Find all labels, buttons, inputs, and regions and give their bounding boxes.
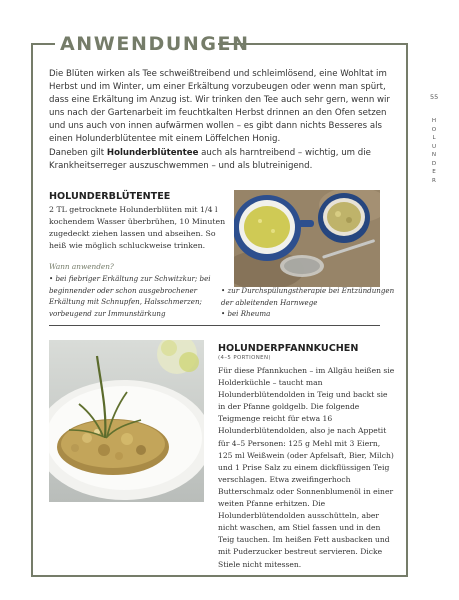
intro-text: Die Blüten wirken als Tee schweißtreibend und schleimlösend, eine Wohltat im Herbst und im Winter, um einer Erkältung vorzubeugen oder wenn man spürt, dass eine Erkältung im Anzug ist. Wir trinken den Tee auch sehr gern, wenn wir uns nach der Gartenarbeit im feuchtkalten Herbst drinnen an den Ofen setzen und uns auch von innen aufwärmen wollen – es gibt dann nichts Besseres als einen Holunderblütentee mit einem Löffelchen Honig. (49, 69, 390, 145)
pancake-photo-image (49, 340, 204, 502)
section-heading: ANWENDUNGEN (60, 33, 250, 55)
pancake-recipe-text: Für diese Pfannkuchen – im Allgäu heißen sie Holderküchle – taucht man Holunderblütendolden in Teig und backt sie in der Pfanne goldgelb. Die folgende Teigmenge reicht für etwa 16 Holunderblütendolden, also je nach Appetit für 4–5 Personen: 125 g Mehl mit 3 Eiern, 125 ml Weißwein (oder Apfelsaft, Bier, Milch) und 1 Prise Salz zu einem dickflüssigen Teig verschlagen. Etwa zweifingerhoch Butterschmalz oder Sonnenblumenöl in einer weiten Pfanne erhitzen. Die Holunderblütendolden ausschütteln, aber nicht waschen, am Stiel fassen und in den Teig tauchen. Im heißen Fett ausbacken und mit Puderzucker bestreut servieren. Dicke Stiele nicht mitessen. (218, 366, 395, 569)
section-divider (49, 325, 380, 326)
frame-top-left-line (31, 43, 55, 45)
pancake-photo (49, 340, 204, 502)
usage-list-left (49, 273, 221, 319)
intro-bold-term: Holunderblütentee (106, 147, 199, 158)
intro-text-second: Daneben gilt (49, 147, 107, 158)
pancake-portions: (4–5 PORTIONEN) (218, 355, 271, 361)
pancake-recipe-title: HOLUNDERPFANNKUCHEN (218, 343, 359, 354)
tea-recipe-title: HOLUNDERBLÜTENTEE (49, 191, 171, 202)
side-chapter-label: H O L U N D E R (431, 118, 437, 184)
usage-list-right (221, 285, 396, 320)
tea-photo-image (234, 190, 380, 287)
tea-recipe-text: 2 TL getrocknete Holunderblüten mit 1/4 l kochendem Wasser überbrühen, 10 Minuten zugedeckt ziehen lassen und abseihen. So heiß wie möglich schluckweise trinken. (49, 205, 226, 250)
page-number: 55 (430, 93, 439, 101)
usage-item: • bei fiebriger Erkältung zur Schwitzkur; bei beginnender oder schon ausgebrochener Erkältung mit Schnupfen, Halsschmerzen; vorbeugend zur Immunstärkung (49, 274, 211, 318)
intro-paragraph (49, 68, 399, 173)
usage-heading: Wann anwenden? (49, 262, 114, 271)
usage-item: • bei Rheuma (221, 309, 271, 319)
intro-text-end: auch als harntreibend – wichtig, um die Krankheitserreger auszuschwemmen – und als blutreinigend. (49, 147, 371, 171)
usage-item: • zur Durchspülungstherapie bei Entzündungen der ableitenden Harnwege (221, 286, 395, 307)
tea-photo (234, 190, 380, 287)
